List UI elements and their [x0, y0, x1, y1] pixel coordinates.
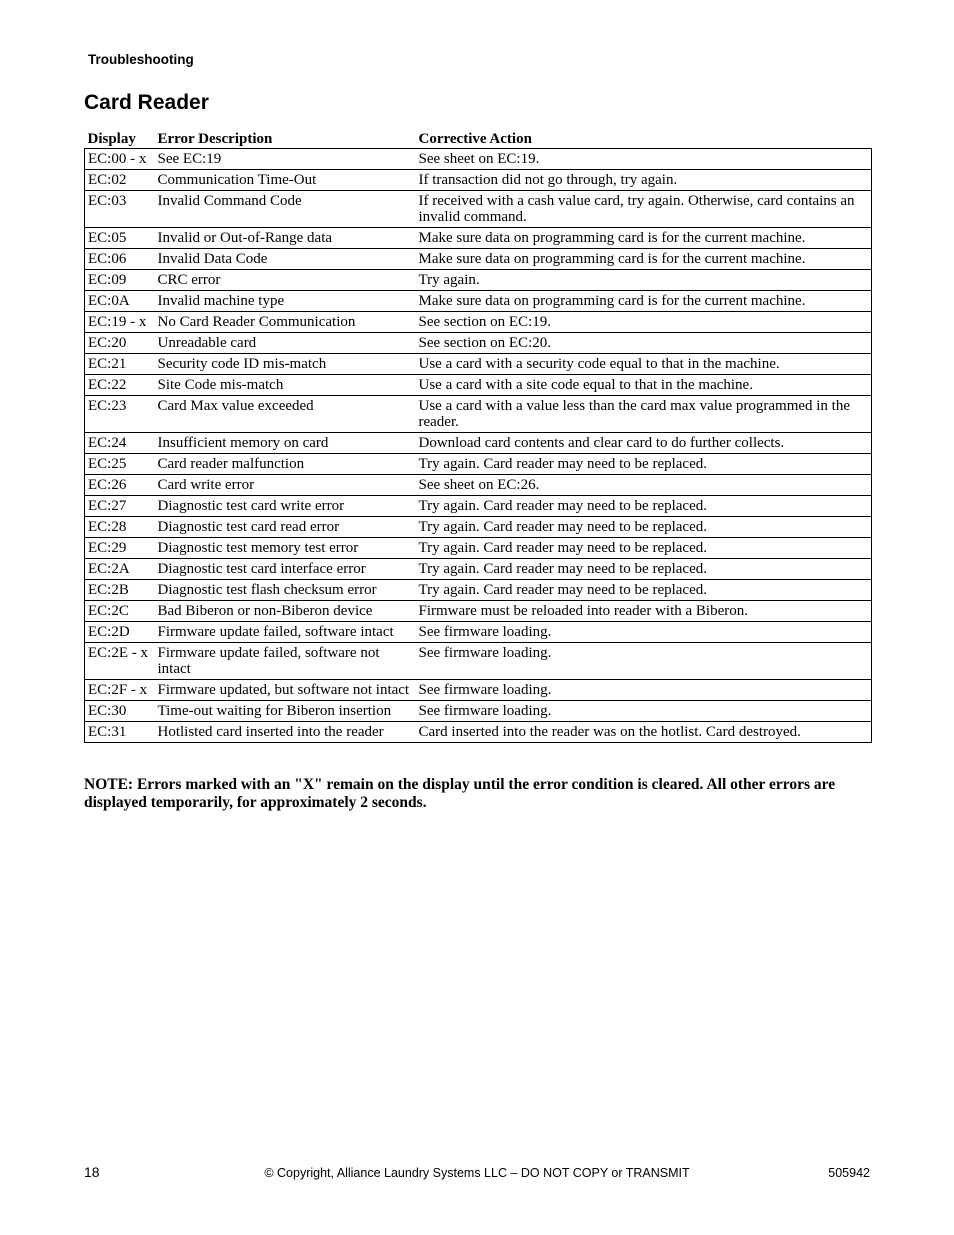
corrective-action-cell: Try again. Card reader may need to be replaced.: [416, 580, 872, 601]
column-header-error-description: Error Description: [157, 131, 273, 147]
table-row: [85, 149, 872, 170]
error-code-cell: EC:2A: [85, 559, 155, 580]
table-row: [85, 496, 872, 517]
error-description-cell: Security code ID mis-match: [155, 354, 416, 375]
document-number: 505942: [828, 1166, 870, 1180]
error-code-table: [84, 127, 872, 743]
error-code-cell: EC:23: [85, 396, 155, 433]
table-row: [85, 580, 872, 601]
error-code-cell: EC:31: [85, 722, 155, 743]
error-code-cell: EC:19 - x: [85, 312, 155, 333]
corrective-action-cell: Use a card with a value less than the card max value programmed in the reader.: [416, 396, 872, 433]
table-header-row: [85, 127, 872, 149]
corrective-action-cell: Try again. Card reader may need to be replaced.: [416, 517, 872, 538]
table-row: [85, 228, 872, 249]
error-description-cell: Bad Biberon or non-Biberon device: [155, 601, 416, 622]
table-row: [85, 291, 872, 312]
error-description-cell: See EC:19: [155, 149, 416, 170]
error-code-cell: EC:29: [85, 538, 155, 559]
error-code-cell: EC:24: [85, 433, 155, 454]
table-row: [85, 375, 872, 396]
table-row: [85, 454, 872, 475]
corrective-action-cell: Make sure data on programming card is for the current machine.: [416, 249, 872, 270]
error-code-cell: EC:03: [85, 191, 155, 228]
table-row: [85, 622, 872, 643]
error-code-cell: EC:28: [85, 517, 155, 538]
table-row: [85, 517, 872, 538]
corrective-action-cell: See firmware loading.: [416, 701, 872, 722]
error-description-cell: Card Max value exceeded: [155, 396, 416, 433]
table-body: [85, 149, 872, 743]
copyright-notice: © Copyright, Alliance Laundry Systems LLC – DO NOT COPY or TRANSMIT: [264, 1166, 690, 1180]
table-row: [85, 354, 872, 375]
corrective-action-cell: Use a card with a site code equal to that in the machine.: [416, 375, 872, 396]
error-description-cell: Unreadable card: [155, 333, 416, 354]
column-header-corrective-action: Corrective Action: [418, 131, 532, 147]
error-description-cell: No Card Reader Communication: [155, 312, 416, 333]
error-description-cell: Invalid machine type: [155, 291, 416, 312]
error-description-cell: Communication Time-Out: [155, 170, 416, 191]
table-row: [85, 680, 872, 701]
error-code-cell: EC:30: [85, 701, 155, 722]
error-code-cell: EC:09: [85, 270, 155, 291]
error-code-cell: EC:25: [85, 454, 155, 475]
error-description-cell: Diagnostic test flash checksum error: [155, 580, 416, 601]
page-title: Card Reader: [84, 91, 209, 114]
error-code-cell: EC:2D: [85, 622, 155, 643]
error-description-cell: Invalid Command Code: [155, 191, 416, 228]
error-code-cell: EC:05: [85, 228, 155, 249]
table-row: [85, 170, 872, 191]
table-row: [85, 643, 872, 680]
table-row: [85, 722, 872, 743]
error-code-cell: EC:00 - x: [85, 149, 155, 170]
error-description-cell: CRC error: [155, 270, 416, 291]
table-row: [85, 396, 872, 433]
table-row: [85, 191, 872, 228]
table-row: [85, 333, 872, 354]
error-description-cell: Card write error: [155, 475, 416, 496]
error-description-cell: Firmware update failed, software not intact: [155, 643, 416, 680]
error-code-cell: EC:2C: [85, 601, 155, 622]
error-description-cell: Invalid Data Code: [155, 249, 416, 270]
section-header: Troubleshooting: [88, 52, 194, 67]
error-description-cell: Diagnostic test card read error: [155, 517, 416, 538]
corrective-action-cell: If received with a cash value card, try again. Otherwise, card contains an invalid command.: [416, 191, 872, 228]
error-code-cell: EC:2F - x: [85, 680, 155, 701]
error-description-cell: Firmware updated, but software not intact: [155, 680, 416, 701]
table-row: [85, 433, 872, 454]
corrective-action-cell: See firmware loading.: [416, 680, 872, 701]
corrective-action-cell: Make sure data on programming card is for the current machine.: [416, 228, 872, 249]
corrective-action-cell: Try again. Card reader may need to be replaced.: [416, 559, 872, 580]
error-code-cell: EC:02: [85, 170, 155, 191]
corrective-action-cell: See firmware loading.: [416, 622, 872, 643]
error-code-cell: EC:06: [85, 249, 155, 270]
error-description-cell: Insufficient memory on card: [155, 433, 416, 454]
error-description-cell: Card reader malfunction: [155, 454, 416, 475]
note-text: NOTE: Errors marked with an "X" remain on the display until the error condition is cleared. All other errors are displayed temporarily, for approximately 2 seconds.: [84, 776, 836, 811]
error-code-cell: EC:2B: [85, 580, 155, 601]
corrective-action-cell: See sheet on EC:19.: [416, 149, 872, 170]
column-header-display: Display: [87, 131, 136, 147]
error-description-cell: Diagnostic test memory test error: [155, 538, 416, 559]
error-description-cell: Invalid or Out-of-Range data: [155, 228, 416, 249]
corrective-action-cell: See firmware loading.: [416, 643, 872, 680]
error-code-cell: EC:26: [85, 475, 155, 496]
corrective-action-cell: See section on EC:20.: [416, 333, 872, 354]
table-row: [85, 249, 872, 270]
corrective-action-cell: If transaction did not go through, try again.: [416, 170, 872, 191]
corrective-action-cell: Make sure data on programming card is for the current machine.: [416, 291, 872, 312]
table-row: [85, 475, 872, 496]
error-description-cell: Site Code mis-match: [155, 375, 416, 396]
error-description-cell: Diagnostic test card write error: [155, 496, 416, 517]
corrective-action-cell: Try again. Card reader may need to be replaced.: [416, 538, 872, 559]
table-row: [85, 312, 872, 333]
error-code-cell: EC:20: [85, 333, 155, 354]
error-description-cell: Hotlisted card inserted into the reader: [155, 722, 416, 743]
error-code-table-wrapper: [84, 127, 871, 743]
corrective-action-cell: Try again.: [416, 270, 872, 291]
corrective-action-cell: Try again. Card reader may need to be replaced.: [416, 454, 872, 475]
table-row: [85, 701, 872, 722]
error-code-cell: EC:27: [85, 496, 155, 517]
page-number: 18: [84, 1164, 100, 1180]
corrective-action-cell: Try again. Card reader may need to be replaced.: [416, 496, 872, 517]
error-description-cell: Diagnostic test card interface error: [155, 559, 416, 580]
corrective-action-cell: See section on EC:19.: [416, 312, 872, 333]
error-code-cell: EC:2E - x: [85, 643, 155, 680]
table-row: [85, 559, 872, 580]
table-row: [85, 270, 872, 291]
error-code-cell: EC:21: [85, 354, 155, 375]
corrective-action-cell: Firmware must be reloaded into reader with a Biberon.: [416, 601, 872, 622]
error-code-cell: EC:0A: [85, 291, 155, 312]
corrective-action-cell: Download card contents and clear card to do further collects.: [416, 433, 872, 454]
corrective-action-cell: Use a card with a security code equal to that in the machine.: [416, 354, 872, 375]
error-description-cell: Firmware update failed, software intact: [155, 622, 416, 643]
table-row: [85, 601, 872, 622]
error-description-cell: Time-out waiting for Biberon insertion: [155, 701, 416, 722]
table-row: [85, 538, 872, 559]
corrective-action-cell: See sheet on EC:26.: [416, 475, 872, 496]
error-code-cell: EC:22: [85, 375, 155, 396]
corrective-action-cell: Card inserted into the reader was on the hotlist. Card destroyed.: [416, 722, 872, 743]
